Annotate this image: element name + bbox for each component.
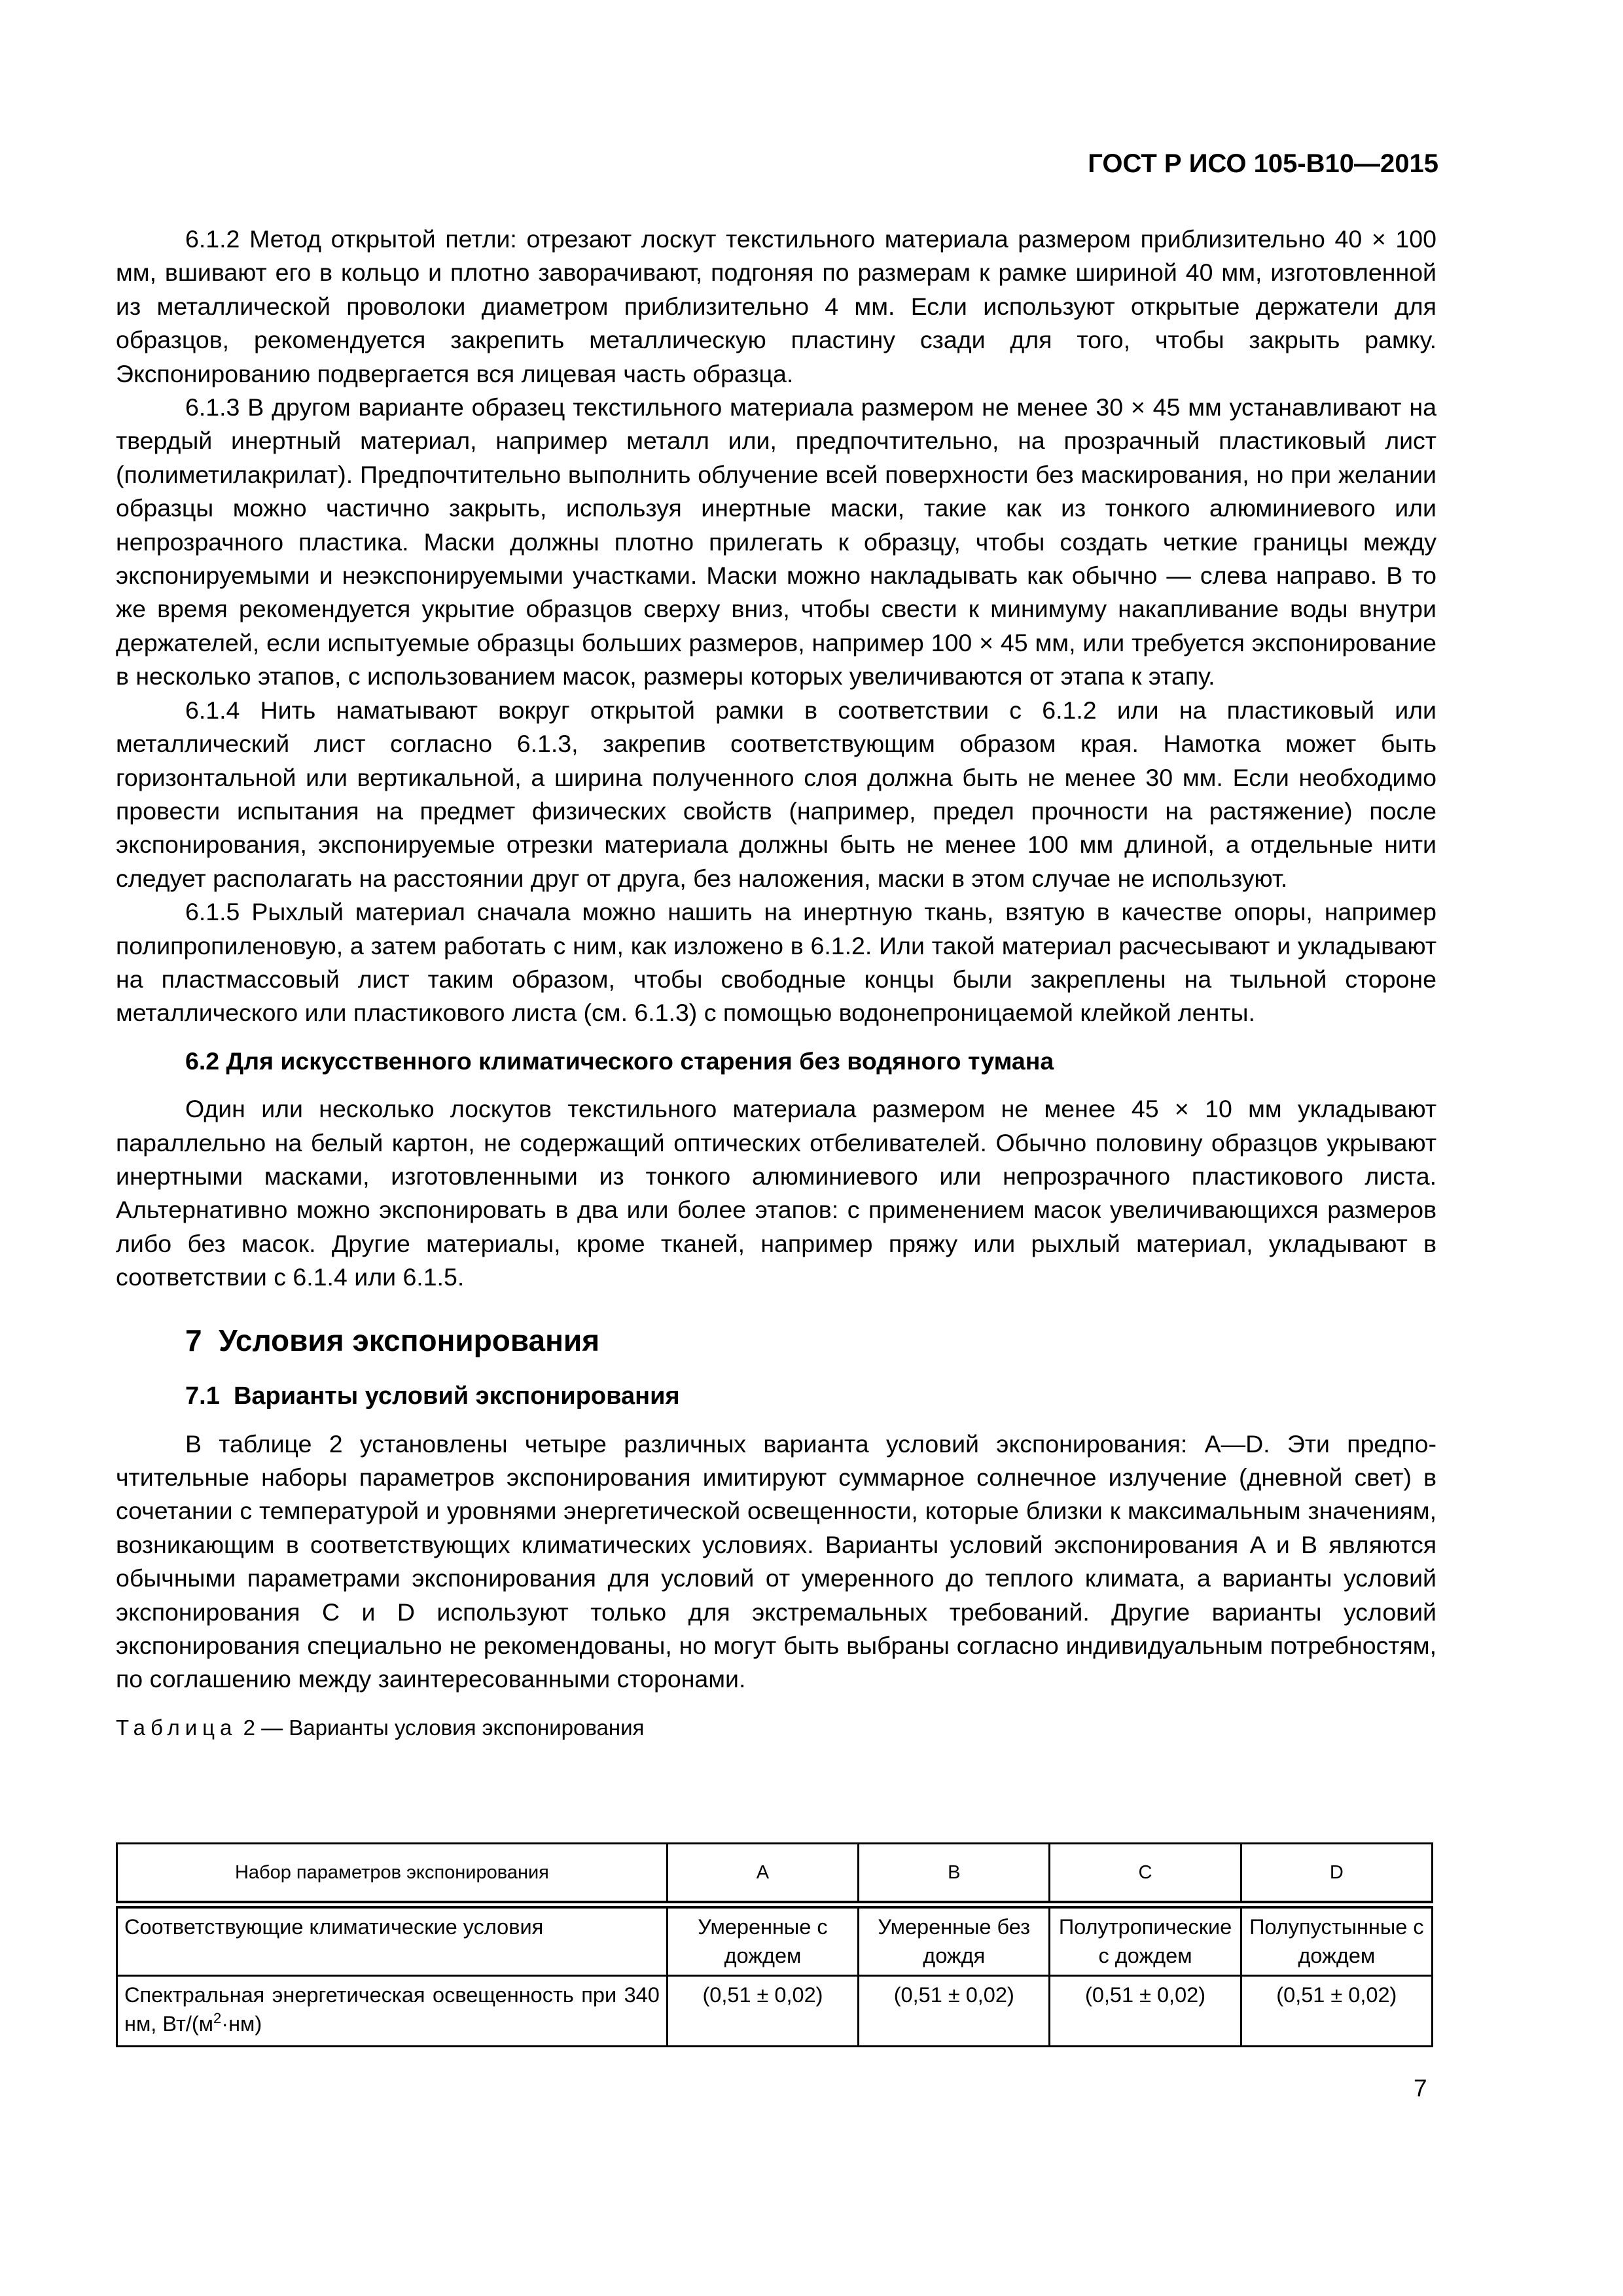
table-cell: (0,51 ± 0,02) [1050, 1975, 1241, 2046]
table-cell: Умеренные без дождя [859, 1905, 1050, 1975]
table-cell: (0,51 ± 0,02) [859, 1975, 1050, 2046]
irradiance-label-superscript: 2 [213, 2009, 222, 2026]
table-caption-label: Таблица [116, 1715, 238, 1740]
document-id-header: ГОСТ Р ИСО 105-B10—2015 [1088, 149, 1438, 178]
table-row [117, 1905, 1433, 1975]
table-header-parameter-set: Набор параметров экспонирования [117, 1844, 668, 1905]
exposure-conditions-table [116, 1842, 1433, 2047]
table-row-label-irradiance [117, 1975, 668, 2046]
table-header-a: A [667, 1844, 858, 1905]
table-row [117, 1975, 1433, 2046]
table-header-b: B [859, 1844, 1050, 1905]
heading-7-1: 7.1 Варианты условий экспонирования [185, 1382, 680, 1410]
page-number: 7 [1414, 2075, 1427, 2102]
paragraph-6-1-5: 6.1.5 Рыхлый материал сначала можно нашить на инертную ткань, взятую в качестве опоры, например полипропиленовую, а затем работать с ним, как изложено в 6.1.2. Или такой материал расчесывают и укладывают на пластмассовый лист таким образом, чтобы свободные концы были закреплены на тыльной стороне металлического или пластикового листа (см. 6.1.3) с помощью водонепроницаемой клейкой ленты. [116, 898, 1436, 1027]
irradiance-label-tail: ·нм) [221, 2011, 262, 2036]
table-cell: Умеренные с дождем [667, 1905, 858, 1975]
table-cell: Полупустынные с дождем [1241, 1905, 1432, 1975]
table-caption [116, 1712, 1436, 1744]
paragraph-6-1-4: 6.1.4 Нить наматывают вокруг открытой рамки в соответствии с 6.1.2 или на пластиковый или металлический лист согласно 6.1.3, закрепив соответствующим образом края. Намотка может быть горизонтальной или вертикальной, а ширина полученного слоя должна быть не менее 30 мм. Если необходимо провести испытания на предмет физических свойств (например, предел прочности на растяжение) после экспонирования, экспонируемые отрезки материала должны быть не менее 100 мм длиной, а отдельные нити следует располагать на расстоянии друг от друга, без наложения, маски в этом случае не используют. [116, 696, 1436, 892]
document-body [116, 223, 1436, 1744]
table-caption-text: — Варианты условия экспонирования [261, 1715, 645, 1740]
table-caption-number: 2 [243, 1715, 255, 1740]
heading-6-2: 6.2 Для искусственного климатического старения без водяного тумана [185, 1047, 1054, 1075]
table-row-label-climate: Соответствующие климатические условия [117, 1905, 668, 1975]
table-header-row [117, 1844, 1433, 1905]
table-header-c: C [1050, 1844, 1241, 1905]
irradiance-label-main: Спектральная энергетическая освещенность при 340 нм, Вт/(м [124, 1982, 660, 2036]
paragraph-6-1-3: 6.1.3 В другом варианте образец текстильного материала размером не менее 30 × 45 мм устанавливают на твердый инертный материал, например металл или, предпочтительно, на прозрачный пластиковый лист (полиметилакрилат). Предпочтительно выполнить облучение всей поверхности без маскирования, но при желании образцы можно частично закрыть, используя инертные маски, такие как из тонкого алюминиевого или непрозрачного пластика. Маски должны плотно прилегать к образцу, чтобы создать четкие границы между экспонируемыми и неэкспонируемыми участками. Маски можно накладывать как обычно — слева направо. В то же время рекомендуется укрытие образцов сверху вниз, чтобы свести к минимуму накапливание воды внутри держателей, если испытуемые образцы больших размеров, например 100 × 45 мм, или требуется экспонирование в несколько этапов, с использованием масок, размеры которых увеличиваются от этапа к этапу. [116, 393, 1436, 691]
table-cell: (0,51 ± 0,02) [1241, 1975, 1432, 2046]
table-header-d: D [1241, 1844, 1432, 1905]
heading-section-7: 7 Условия экспонирования [185, 1323, 600, 1357]
table-cell: Полутропические с дождем [1050, 1905, 1241, 1975]
paragraph-7-1: В таблице 2 установлены четыре различных варианта условий экспонирования: A—D. Эти предпочтительные наборы параметров экспонирования имитируют суммарное солнечное излучение (дневной свет) в сочетании с температурой и уровнями энергетической освещенности, которые близки к максимальным значениям, возникающим в соответствующих климатических условиях. Варианты условий экспонирования A и B являются обычными параметрами экспонирования для условий от умеренного до теплого климата, а варианты условий экспонирования C и D используют только для экстремальных требований. Другие варианты условий экспонирования специально не рекомендованы, но могут быть выбраны согласно индивидуальным потребностям, по соглашению между заинтересованными сторонами. [116, 1429, 1436, 1693]
table-cell: (0,51 ± 0,02) [667, 1975, 858, 2046]
paragraph-6-2: Один или несколько лоскутов текстильного материала размером не менее 45 × 10 мм укладывают параллельно на белый картон, не содержащий оптических отбеливателей. Обычно половину образцов укрывают инертными масками, изготовленными из тонкого алюминиевого или непрозрачного пластикового листа. Альтернативно можно экспонировать в два или более этапов: с применением масок увеличивающихся размеров либо без масок. Другие материалы, кроме тканей, например пряжу или рыхлый материал, укладывают в соответствии с 6.1.4 или 6.1.5. [116, 1095, 1436, 1291]
paragraph-6-1-2: 6.1.2 Метод открытой петли: отрезают лоскут текстильного материала размером приблизительно 40 × 100 мм, вшивают его в кольцо и плотно заворачивают, подгоняя по размерам к рамке шириной 40 мм, изготовленной из металлической проволоки диаметром приблизительно 4 мм. Если используют открытые держатели для образцов, рекомендуется закрепить металлическую пластину сзади для того, чтобы закрыть рамку. Экспонированию подвергается вся лицевая часть образца. [116, 225, 1436, 387]
